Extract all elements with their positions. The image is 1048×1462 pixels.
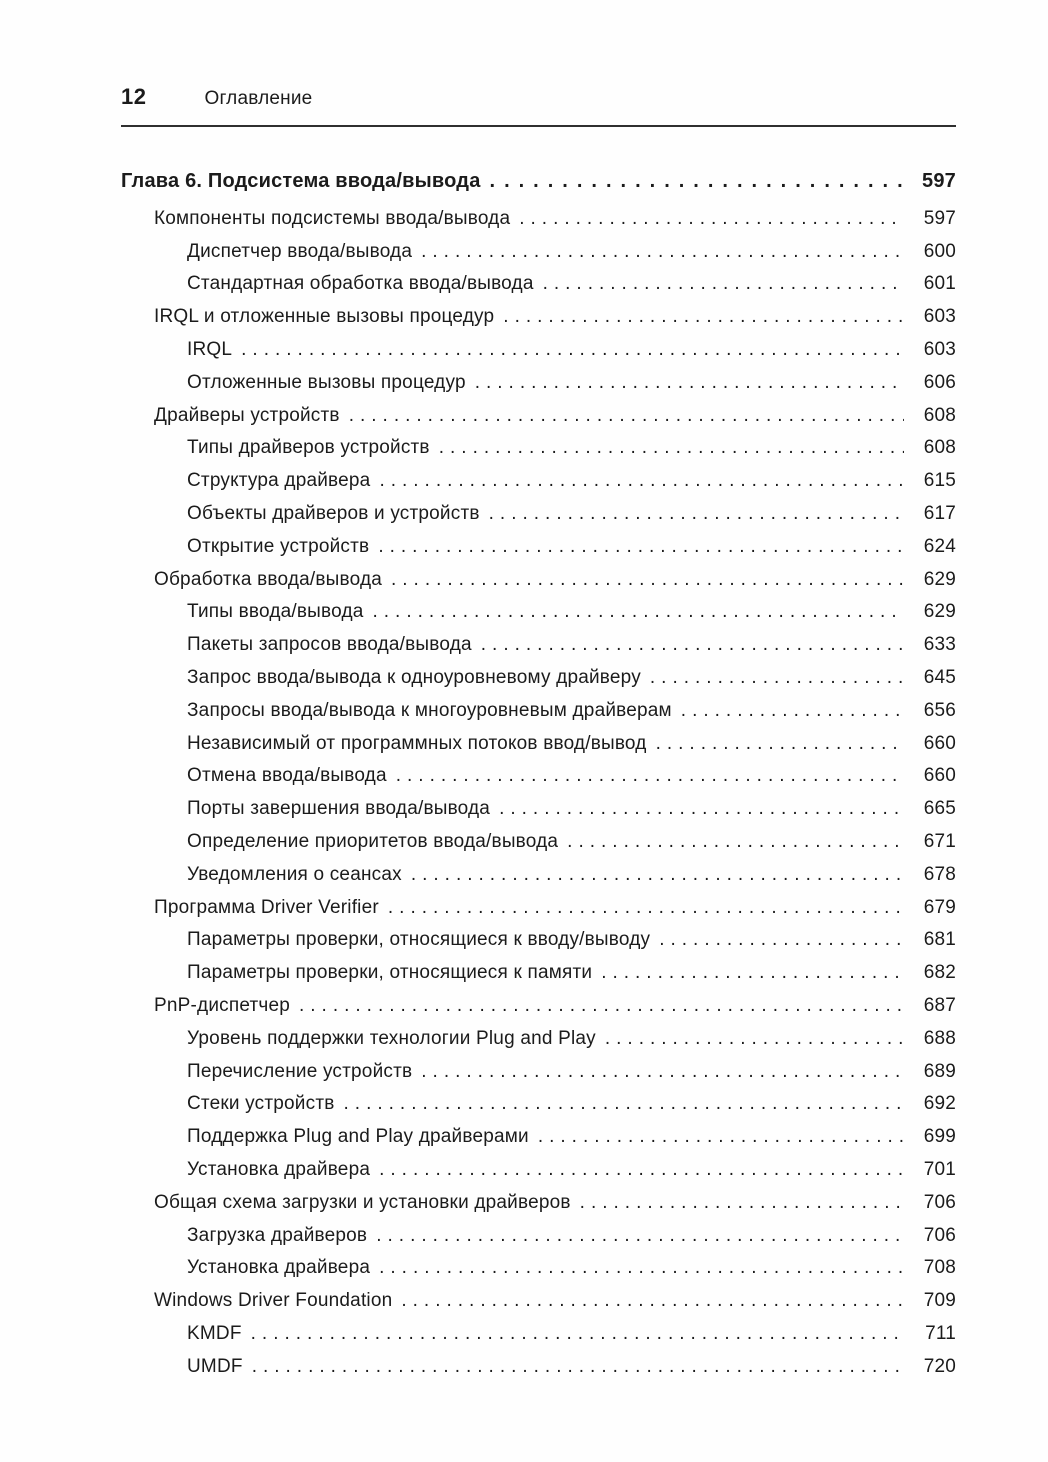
- toc-entry-page: 689: [923, 1060, 956, 1082]
- toc-leader-dots: [379, 465, 904, 498]
- toc-entry-page: 633: [923, 634, 956, 656]
- toc-entry-row: [121, 1252, 956, 1285]
- running-header-title: Оглавление: [204, 88, 313, 109]
- toc-leader-dots: [650, 662, 904, 695]
- toc-entry-row: [121, 268, 956, 301]
- toc-entry-page: 660: [923, 765, 956, 787]
- toc-entry-page: 671: [923, 830, 956, 852]
- toc-entry-page: 615: [923, 470, 956, 492]
- toc-entry-row: [121, 1220, 956, 1253]
- toc-leader-dots: [656, 728, 904, 761]
- toc-leader-dots: [439, 432, 904, 465]
- toc-entry-page: 645: [923, 666, 956, 688]
- toc-entry-page: 679: [923, 896, 956, 918]
- toc-leader-dots: [601, 957, 904, 990]
- toc-entry-title: UMDF: [187, 1355, 243, 1377]
- toc-leader-dots: [344, 1088, 904, 1121]
- toc-entry-title: IRQL и отложенные вызовы процедур: [154, 306, 495, 328]
- toc-entry-title: Установка драйвера: [187, 1257, 371, 1279]
- toc-entry-row: [121, 400, 956, 433]
- toc-leader-dots: [481, 629, 904, 662]
- toc-entry-row: [121, 1318, 956, 1351]
- toc-entry-title: IRQL: [187, 338, 233, 360]
- toc-leader-dots: [421, 236, 904, 269]
- toc-entry-title: Установка драйвера: [187, 1158, 371, 1180]
- toc-entry-title: Пакеты запросов ввода/вывода: [187, 634, 472, 656]
- toc-entry-row: [121, 728, 956, 761]
- toc-entry-row: [121, 596, 956, 629]
- toc-chapter-row: [121, 165, 956, 203]
- toc-leader-dots: [543, 268, 904, 301]
- toc-entry-row: [121, 793, 956, 826]
- toc-entry-title: Уведомления о сеансах: [187, 863, 402, 885]
- toc-entry-page: 600: [923, 240, 956, 262]
- toc-leader-dots: [503, 301, 904, 334]
- toc-entry-title: Типы драйверов устройств: [187, 437, 430, 459]
- toc-entry-title: Windows Driver Foundation: [154, 1290, 393, 1312]
- toc-entry-title: Определение приоритетов ввода/вывода: [187, 830, 559, 852]
- toc-entry-title: Открытие устройств: [187, 535, 370, 557]
- toc-entry-page: 624: [923, 535, 956, 557]
- toc-leader-dots: [396, 760, 904, 793]
- toc-entry-row: [121, 334, 956, 367]
- toc-entry-page: 603: [923, 338, 956, 360]
- toc-entry-title: Компоненты подсистемы ввода/вывода: [154, 207, 511, 229]
- toc-leader-dots: [376, 1220, 904, 1253]
- toc-leader-dots: [519, 203, 904, 236]
- toc-leader-dots: [241, 334, 904, 367]
- toc-leader-dots: [252, 1351, 904, 1384]
- toc-entry-page: 701: [923, 1158, 956, 1180]
- toc-entry-page: 597: [922, 170, 956, 192]
- toc-entry-title: Программа Driver Verifier: [154, 896, 379, 918]
- header-divider: [121, 125, 956, 127]
- toc-leader-dots: [379, 1154, 904, 1187]
- toc-entry-title: Глава 6. Подсистема ввода/вывода: [121, 170, 481, 192]
- table-of-contents: [121, 165, 956, 1383]
- toc-entry-title: Стеки устройств: [187, 1093, 335, 1115]
- toc-leader-dots: [379, 1252, 904, 1285]
- toc-entry-title: Независимый от программных потоков ввод/вывод: [187, 732, 647, 754]
- toc-entry-row: [121, 859, 956, 892]
- toc-entry-title: Перечисление устройств: [187, 1060, 413, 1082]
- toc-entry-title: Драйверы устройств: [154, 404, 340, 426]
- toc-entry-row: [121, 531, 956, 564]
- toc-entry-page: 706: [923, 1224, 956, 1246]
- toc-entry-page: 629: [923, 568, 956, 590]
- toc-leader-dots: [421, 1056, 904, 1089]
- toc-entry-page: 720: [923, 1355, 956, 1377]
- toc-entry-page: 711: [925, 1322, 956, 1344]
- toc-entry-row: [121, 695, 956, 728]
- toc-entry-title: Отмена ввода/вывода: [187, 765, 387, 787]
- toc-entry-row: [121, 924, 956, 957]
- toc-entry-page: 606: [923, 371, 956, 393]
- toc-leader-dots: [401, 1285, 904, 1318]
- toc-entry-row: [121, 826, 956, 859]
- toc-entry-page: 681: [923, 929, 956, 951]
- toc-entry-row: [121, 990, 956, 1023]
- toc-entry-title: PnP-диспетчер: [154, 994, 290, 1016]
- toc-leader-dots: [373, 596, 905, 629]
- toc-entry-title: Объекты драйверов и устройств: [187, 502, 480, 524]
- toc-entry-row: [121, 236, 956, 269]
- toc-entry-page: 608: [923, 404, 956, 426]
- toc-leader-dots: [411, 859, 904, 892]
- toc-entry-row: [121, 957, 956, 990]
- toc-entry-row: [121, 1154, 956, 1187]
- toc-entry-page: 709: [923, 1290, 956, 1312]
- toc-entry-title: Запросы ввода/вывода к многоуровневым драйверам: [187, 699, 672, 721]
- toc-entry-row: [121, 1088, 956, 1121]
- page-content: [121, 84, 956, 1383]
- toc-entry-row: [121, 564, 956, 597]
- page-number: 12: [121, 84, 147, 109]
- toc-entry-row: [121, 760, 956, 793]
- toc-leader-dots: [349, 400, 904, 433]
- toc-entry-title: Параметры проверки, относящиеся к памяти: [187, 962, 593, 984]
- toc-entry-title: KMDF: [187, 1322, 242, 1344]
- running-header: [121, 84, 956, 125]
- toc-entry-row: [121, 1056, 956, 1089]
- toc-entry-row: [121, 629, 956, 662]
- toc-entry-row: [121, 1285, 956, 1318]
- toc-entry-page: 629: [923, 601, 956, 623]
- toc-entry-row: [121, 662, 956, 695]
- toc-entry-row: [121, 1351, 956, 1384]
- toc-entry-row: [121, 432, 956, 465]
- toc-entry-title: Поддержка Plug and Play драйверами: [187, 1126, 529, 1148]
- toc-entry-page: 687: [923, 994, 956, 1016]
- toc-entry-page: 617: [923, 502, 956, 524]
- toc-entry-title: Отложенные вызовы процедур: [187, 371, 466, 393]
- toc-entry-page: 597: [923, 207, 956, 229]
- toc-entry-page: 688: [923, 1027, 956, 1049]
- toc-entry-title: Диспетчер ввода/вывода: [187, 240, 413, 262]
- toc-entry-page: 692: [923, 1093, 956, 1115]
- toc-entry-page: 708: [923, 1257, 956, 1279]
- toc-entry-page: 608: [923, 437, 956, 459]
- toc-entry-page: 656: [923, 699, 956, 721]
- toc-entry-row: [121, 498, 956, 531]
- toc-leader-dots: [388, 892, 904, 925]
- toc-leader-dots: [299, 990, 904, 1023]
- toc-entry-page: 660: [923, 732, 956, 754]
- toc-entry-title: Загрузка драйверов: [187, 1224, 368, 1246]
- toc-leader-dots: [567, 826, 904, 859]
- toc-entry-page: 682: [923, 962, 956, 984]
- toc-entry-page: 706: [923, 1191, 956, 1213]
- toc-entry-row: [121, 465, 956, 498]
- toc-entry-page: 603: [923, 306, 956, 328]
- toc-entry-row: [121, 203, 956, 236]
- toc-entry-page: 665: [923, 798, 956, 820]
- toc-leader-dots: [681, 695, 904, 728]
- toc-entry-row: [121, 892, 956, 925]
- toc-entry-title: Запрос ввода/вывода к одноуровневому драйверу: [187, 666, 641, 688]
- toc-entry-row: [121, 367, 956, 400]
- toc-leader-dots: [499, 793, 904, 826]
- toc-leader-dots: [489, 498, 904, 531]
- toc-entry-page: 601: [923, 273, 956, 295]
- toc-entry-title: Стандартная обработка ввода/вывода: [187, 273, 534, 295]
- toc-entry-title: Структура драйвера: [187, 470, 371, 492]
- toc-entry-page: 678: [923, 863, 956, 885]
- toc-entry-title: Общая схема загрузки и установки драйверов: [154, 1191, 571, 1213]
- toc-leader-dots: [378, 531, 904, 564]
- toc-entry-row: [121, 1023, 956, 1056]
- toc-entry-row: [121, 1121, 956, 1154]
- toc-leader-dots: [580, 1187, 904, 1220]
- toc-leader-dots: [391, 564, 904, 597]
- toc-entry-title: Обработка ввода/вывода: [154, 568, 382, 590]
- toc-leader-dots: [605, 1023, 904, 1056]
- toc-leader-dots: [659, 924, 904, 957]
- toc-entry-row: [121, 1187, 956, 1220]
- toc-leader-dots: [490, 165, 904, 198]
- toc-leader-dots: [251, 1318, 904, 1351]
- toc-entry-page: 699: [923, 1126, 956, 1148]
- toc-entry-title: Порты завершения ввода/вывода: [187, 798, 491, 820]
- toc-entry-row: [121, 301, 956, 334]
- toc-entry-title: Типы ввода/вывода: [187, 601, 364, 623]
- toc-entry-title: Параметры проверки, относящиеся к вводу/выводу: [187, 929, 651, 951]
- toc-leader-dots: [475, 367, 904, 400]
- toc-leader-dots: [538, 1121, 904, 1154]
- toc-entry-title: Уровень поддержки технологии Plug and Play: [187, 1027, 596, 1049]
